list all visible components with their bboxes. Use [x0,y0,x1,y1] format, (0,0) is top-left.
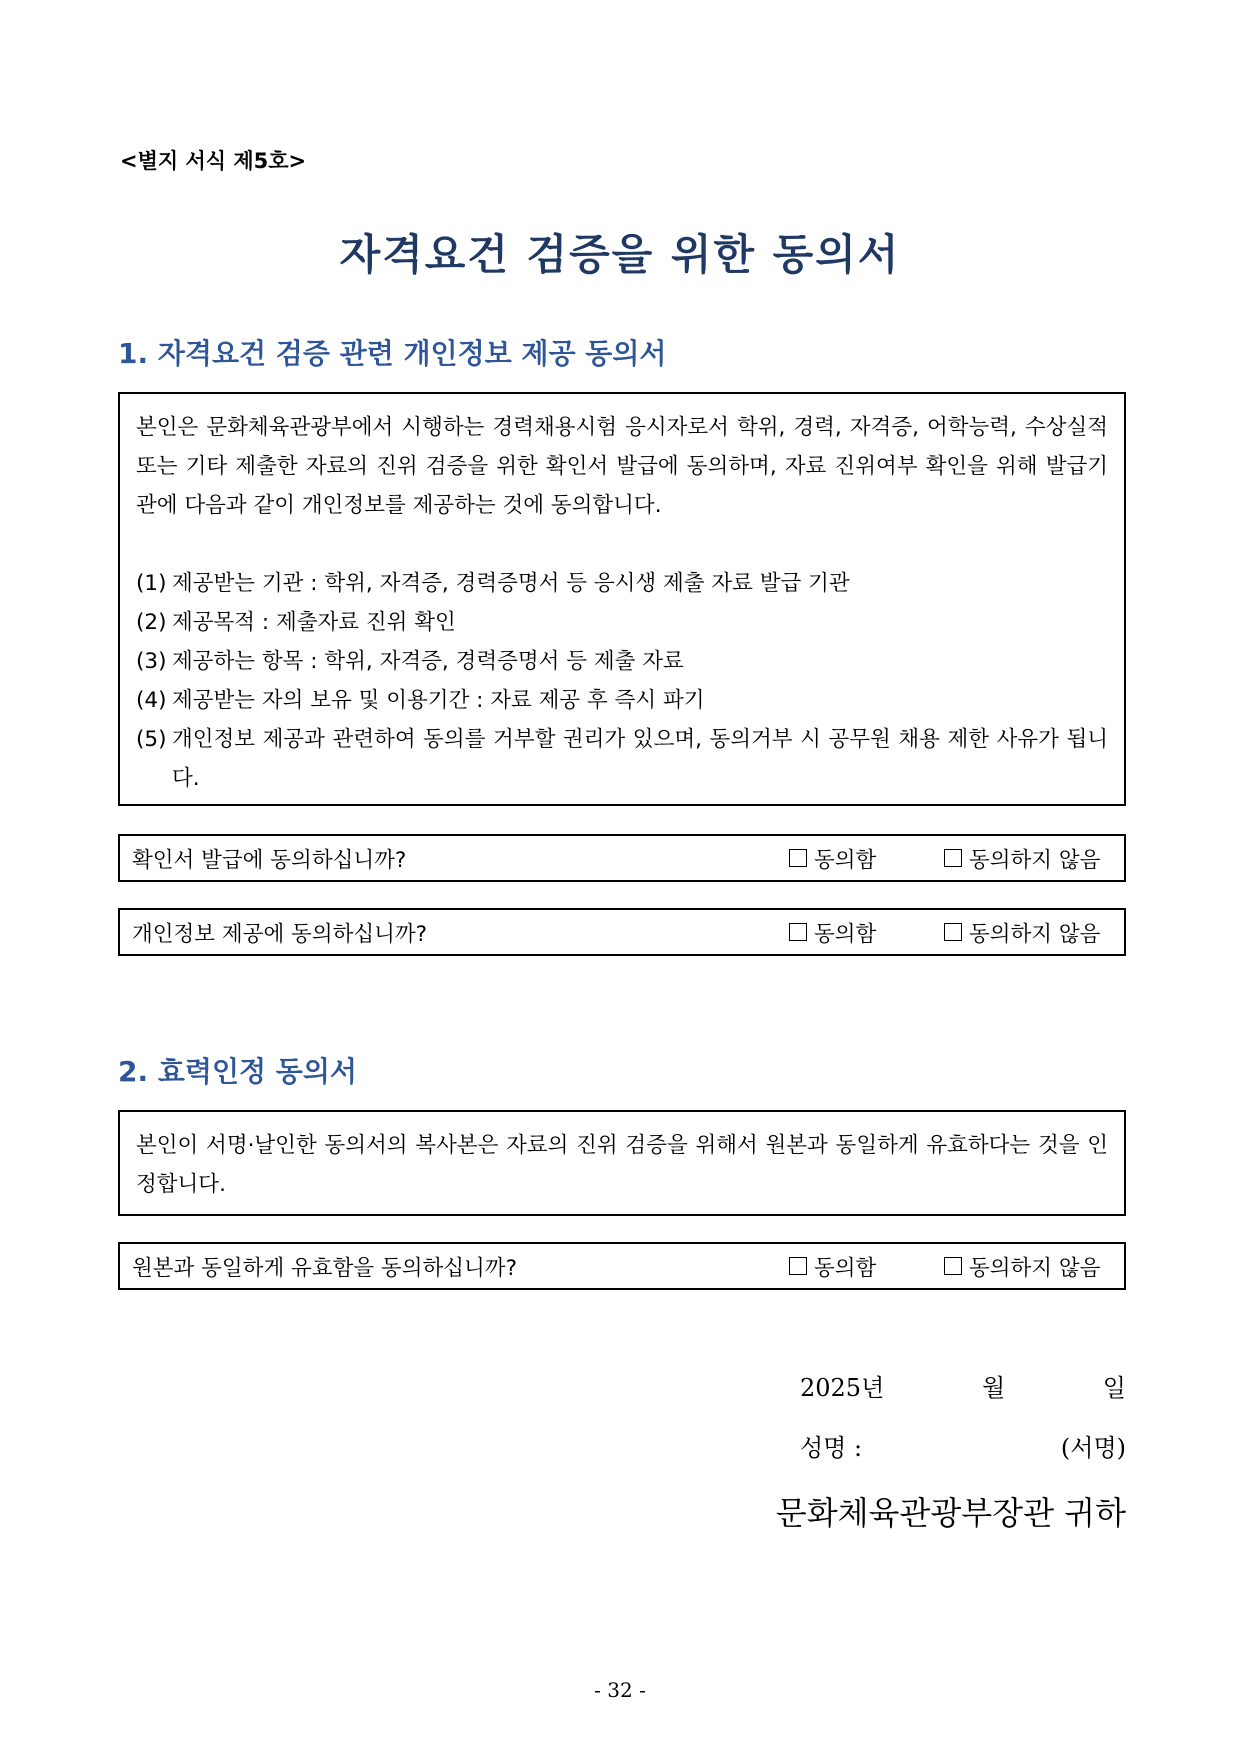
list-item [136,642,1108,681]
list-item-text: 제공받는 기관 : 학위, 자격증, 경력증명서 등 응시생 제출 자료 발급 기관 [172,571,850,596]
disagree-option[interactable] [944,843,1124,874]
checkbox-icon[interactable] [944,923,962,941]
page-number: - 32 - [594,1678,646,1702]
list-item-number: (2) [136,610,167,635]
checkbox-icon[interactable] [789,923,807,941]
section2-content-box [118,1110,1126,1216]
agree-label: 동의함 [814,847,877,873]
question-row-personal-info [118,908,1126,956]
list-item-text: 제공받는 자의 보유 및 이용기간 : 자료 제공 후 즉시 파기 [172,688,705,713]
question-text: 확인서 발급에 동의하십니까? [132,847,407,873]
date-year: 2025년 [800,1374,885,1402]
list-item-text: 제공하는 항목 : 학위, 자격증, 경력증명서 등 제출 자료 [172,649,684,674]
list-item-number: (3) [136,649,167,674]
disagree-label: 동의하지 않음 [969,1255,1101,1281]
addressee: 문화체육관광부장관 귀하 [775,1494,1126,1532]
agree-option[interactable] [789,843,944,874]
disagree-label: 동의하지 않음 [969,847,1101,873]
question-row-validity [118,1242,1126,1290]
checkbox-icon[interactable] [789,849,807,867]
signature-line [800,1428,1126,1463]
section1-intro: 본인은 문화체육관광부에서 시행하는 경력채용시험 응시자로서 학위, 경력, 자격증, 어학능력, 수상실적 또는 기타 제출한 자료의 진위 검증을 위한 확인서 발급에 동의하며, 자료 진위여부 확인을 위해 발급기관에 다음과 같이 개인정보를 제공하는 것에 동의합니다. [136,415,1108,518]
question-text: 원본과 동일하게 유효함을 동의하십니까? [132,1255,517,1281]
disagree-option[interactable] [944,917,1124,948]
list-item-text: 제공목적 : 제출자료 진위 확인 [172,610,456,635]
section1-content-box [118,392,1126,806]
section1-heading: 1. 자격요건 검증 관련 개인정보 제공 동의서 [118,337,667,370]
agree-option[interactable] [789,1251,944,1282]
signature-label: (서명) [1060,1434,1126,1462]
list-item-text: 개인정보 제공과 관련하여 동의를 거부할 권리가 있으며, 동의거부 시 공무원 채용 제한 사유가 됩니다. [172,727,1108,791]
question-text: 개인정보 제공에 동의하십니까? [132,921,428,947]
name-label: 성명 : [800,1434,863,1462]
list-item-number: (1) [136,571,167,596]
agree-option[interactable] [789,917,944,948]
agree-label: 동의함 [814,1255,877,1281]
date-line [800,1368,1126,1403]
checkbox-icon[interactable] [789,1257,807,1275]
list-item [136,681,1108,720]
checkbox-icon[interactable] [944,849,962,867]
date-month: 월 [981,1374,1006,1402]
disagree-label: 동의하지 않음 [969,921,1101,947]
disagree-option[interactable] [944,1251,1124,1282]
checkbox-icon[interactable] [944,1257,962,1275]
list-item [136,603,1108,642]
question-row-certificate [118,834,1126,882]
section2-heading: 2. 효력인정 동의서 [118,1055,357,1088]
list-item-number: (5) [136,727,167,752]
list-item-number: (4) [136,688,167,713]
date-day: 일 [1102,1374,1126,1402]
list-item [136,720,1108,798]
form-number: <별지 서식 제5호> [120,149,307,173]
list-item [136,564,1108,603]
section2-text: 본인이 서명·날인한 동의서의 복사본은 자료의 진위 검증을 위해서 원본과 동일하게 유효하다는 것을 인정합니다. [136,1133,1108,1197]
agree-label: 동의함 [814,921,877,947]
document-title: 자격요건 검증을 위한 동의서 [339,230,901,279]
